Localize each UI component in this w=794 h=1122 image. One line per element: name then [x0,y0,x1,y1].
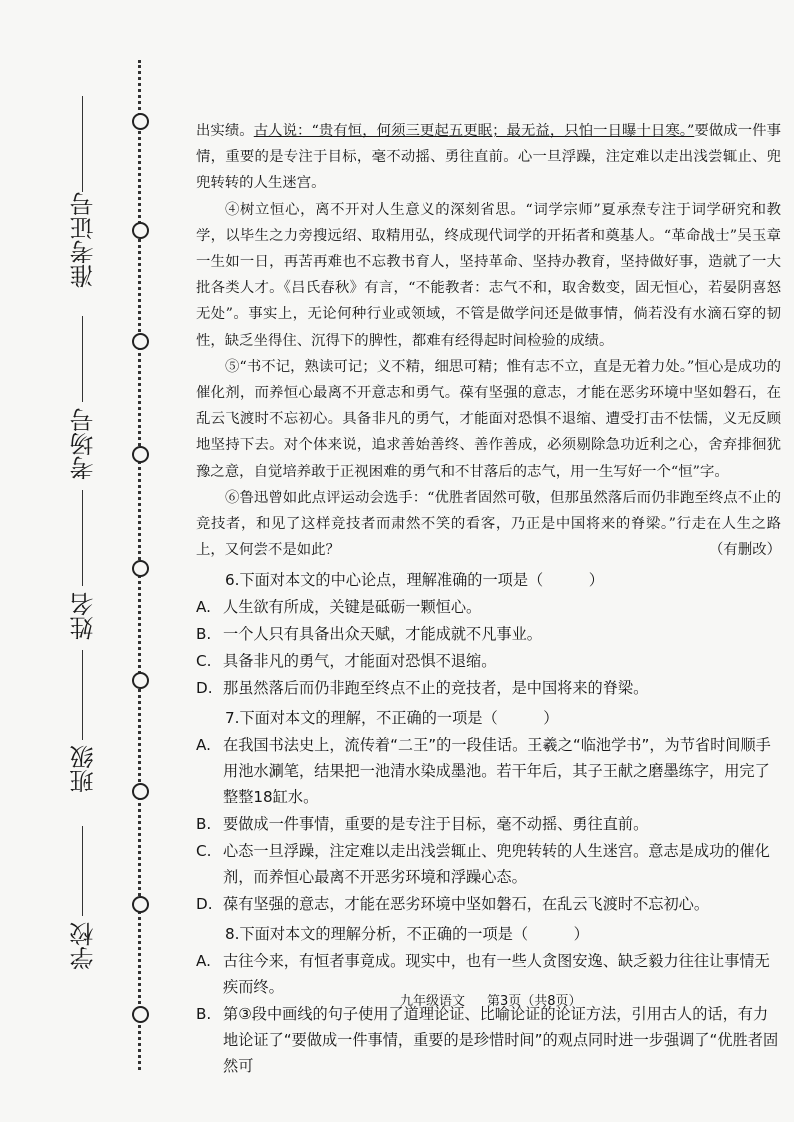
binding-strip [0,0,170,1122]
exam-room-blank [82,316,83,402]
option-c[interactable]: C. 具备非凡的勇气，才能面对恐惧不退缩。 [196,652,497,671]
binding-circle [132,222,149,239]
binding-circle [132,446,149,463]
binding-circle [132,1006,149,1023]
page-footer [400,990,604,1009]
page-content [196,118,781,1079]
question-stem: 7.下面对本文的理解，不正确的一项是（ ） [225,709,559,728]
passage-text: 要做成一件事情，重要的是专注于目标，毫不动摇、勇往直前。心一旦浮躁，注定难以走出浅尝辄止、兜兜转转的人生迷宫。 [196,123,781,192]
option-a[interactable]: A. 在我国书法史上，流传着“二王”的一段佳话。王羲之“临池学书”，为节省时间顺手用池水涮笔，结果把一池清水染成墨池。若干年后，其子王献之磨墨练字，用完了整整18缸水。 [196,736,771,807]
school-label: 学校 [70,922,98,970]
option-d[interactable]: D. 那虽然落后而仍非跑至终点不止的竞技者，是中国将来的脊梁。 [196,679,649,698]
option-b[interactable]: B. 要做成一件事情，重要的是专注于目标，毫不动摇、勇往直前。 [196,815,649,834]
exam-room-label: 考场号 [70,408,98,480]
name-blank [82,490,83,586]
option-d[interactable]: D. 葆有坚强的意志，才能在恶劣环境中坚如磐石，在乱云飞渡时不忘初心。 [196,895,709,914]
option-a[interactable]: A. 古往今来，有恒者事竟成。现实中，也有一些人贪图安逸、缺乏毅力往往让事情无疾而终。 [196,952,770,997]
underlined-sentence: 古人说：“贵有恒，何须三更起五更眠；最无益，只怕一日曝十日寒。” [253,123,695,139]
abridged-note: （有删改） [709,542,781,559]
option-a[interactable]: A. 人生欲有所成，关键是砥砺一颗恒心。 [196,598,482,617]
question-6 [196,567,781,701]
binding-circle [132,113,149,130]
option-b[interactable]: B. 一个人只有具备出众天赋，才能成就不凡事业。 [196,625,542,644]
binding-circle [132,783,149,800]
question-stem: 6.下面对本文的中心论点，理解准确的一项是（ ） [225,571,604,590]
passage-paragraph-4: ④树立恒心，离不开对人生意义的深刻省思。“词学宗师”夏承焘专注于词学研究和教学，以毕生之力旁搜远绍、取精用弘，终成现代词学的开拓者和奠基人。“革命战士”吴玉章一生如一日，再苦再难也不忘教书育人，坚持革命、坚持办教育，坚持做好事，造就了一大批各类人才。《吕氏春秋》有言，“不能教者：志气不和，取舍数变，固无恒心，若晏阴喜怒无处”。事实上，无论何种行业或领域，不管是做学问还是做事情，倘若没有水滴石穿的韧性，缺乏坐得住、沉得下的脾性，都难有经得起时间检验的成绩。 [196,201,781,349]
footer-page-number: 第3页（共8页） [487,994,582,1009]
binding-circle [132,896,149,913]
binding-circle [132,672,149,689]
binding-circle [132,333,149,350]
name-label: 姓名 [70,592,98,640]
school-blank [82,826,83,916]
question-7 [196,705,781,917]
class-label: 班级 [70,745,98,793]
passage-paragraph-3-end [196,118,781,197]
question-stem: 8.下面对本文的理解分析，不正确的一项是（ ） [225,925,589,944]
binding-circle [132,560,149,577]
passage-text: ⑥鲁迅曾如此点评运动会选手：“优胜者固然可敬，但那虽然落后而仍非跑至终点不止的竞技者，和见了这样竞技者而肃然不笑的看客，乃正是中国将来的脊梁。”行走在人生之路上，又何尝不是如此？ [196,489,781,559]
option-b[interactable]: B. 第③段中画线的句子使用了道理论证、比喻论证的论证方法，引用古人的话，有力地论证了“要做成一件事情，重要的是珍惜时间”的观点同时进一步强调了“优胜者固然可 [196,1005,779,1076]
passage-paragraph-5: ⑤“书不记，熟读可记；义不精，细思可精；惟有志不立，直是无着力处。”恒心是成功的催化剂，而养恒心最离不开意志和勇气。葆有坚强的意志，才能在恶劣环境中坚如磐石，在乱云飞渡时不忘初心。具备非凡的勇气，才能面对恐惧不退缩、遭受打击不怯懦，义无反顾地坚持下去。对个体来说，追求善始善终、善作善成，必须剔除急功近利之心，舍弃排徊犹豫之意，自觉培养敢于正视困难的勇气和不甘落后的志气，用一生写好一个“恒”字。 [196,358,781,480]
passage-paragraph-6 [196,485,781,564]
passage-text: 出实绩。 [196,123,254,139]
class-blank [82,650,83,740]
exam-number-label: 准考证号 [70,192,98,288]
option-c[interactable]: C. 心态一旦浮躁，注定难以走出浅尝辄止、兜兜转转的人生迷宫。意志是成功的催化剂，而养恒心最离不开恶劣环境和浮躁心态。 [196,842,770,887]
exam-number-blank [82,96,83,192]
footer-subject: 九年级语文 [400,994,466,1009]
